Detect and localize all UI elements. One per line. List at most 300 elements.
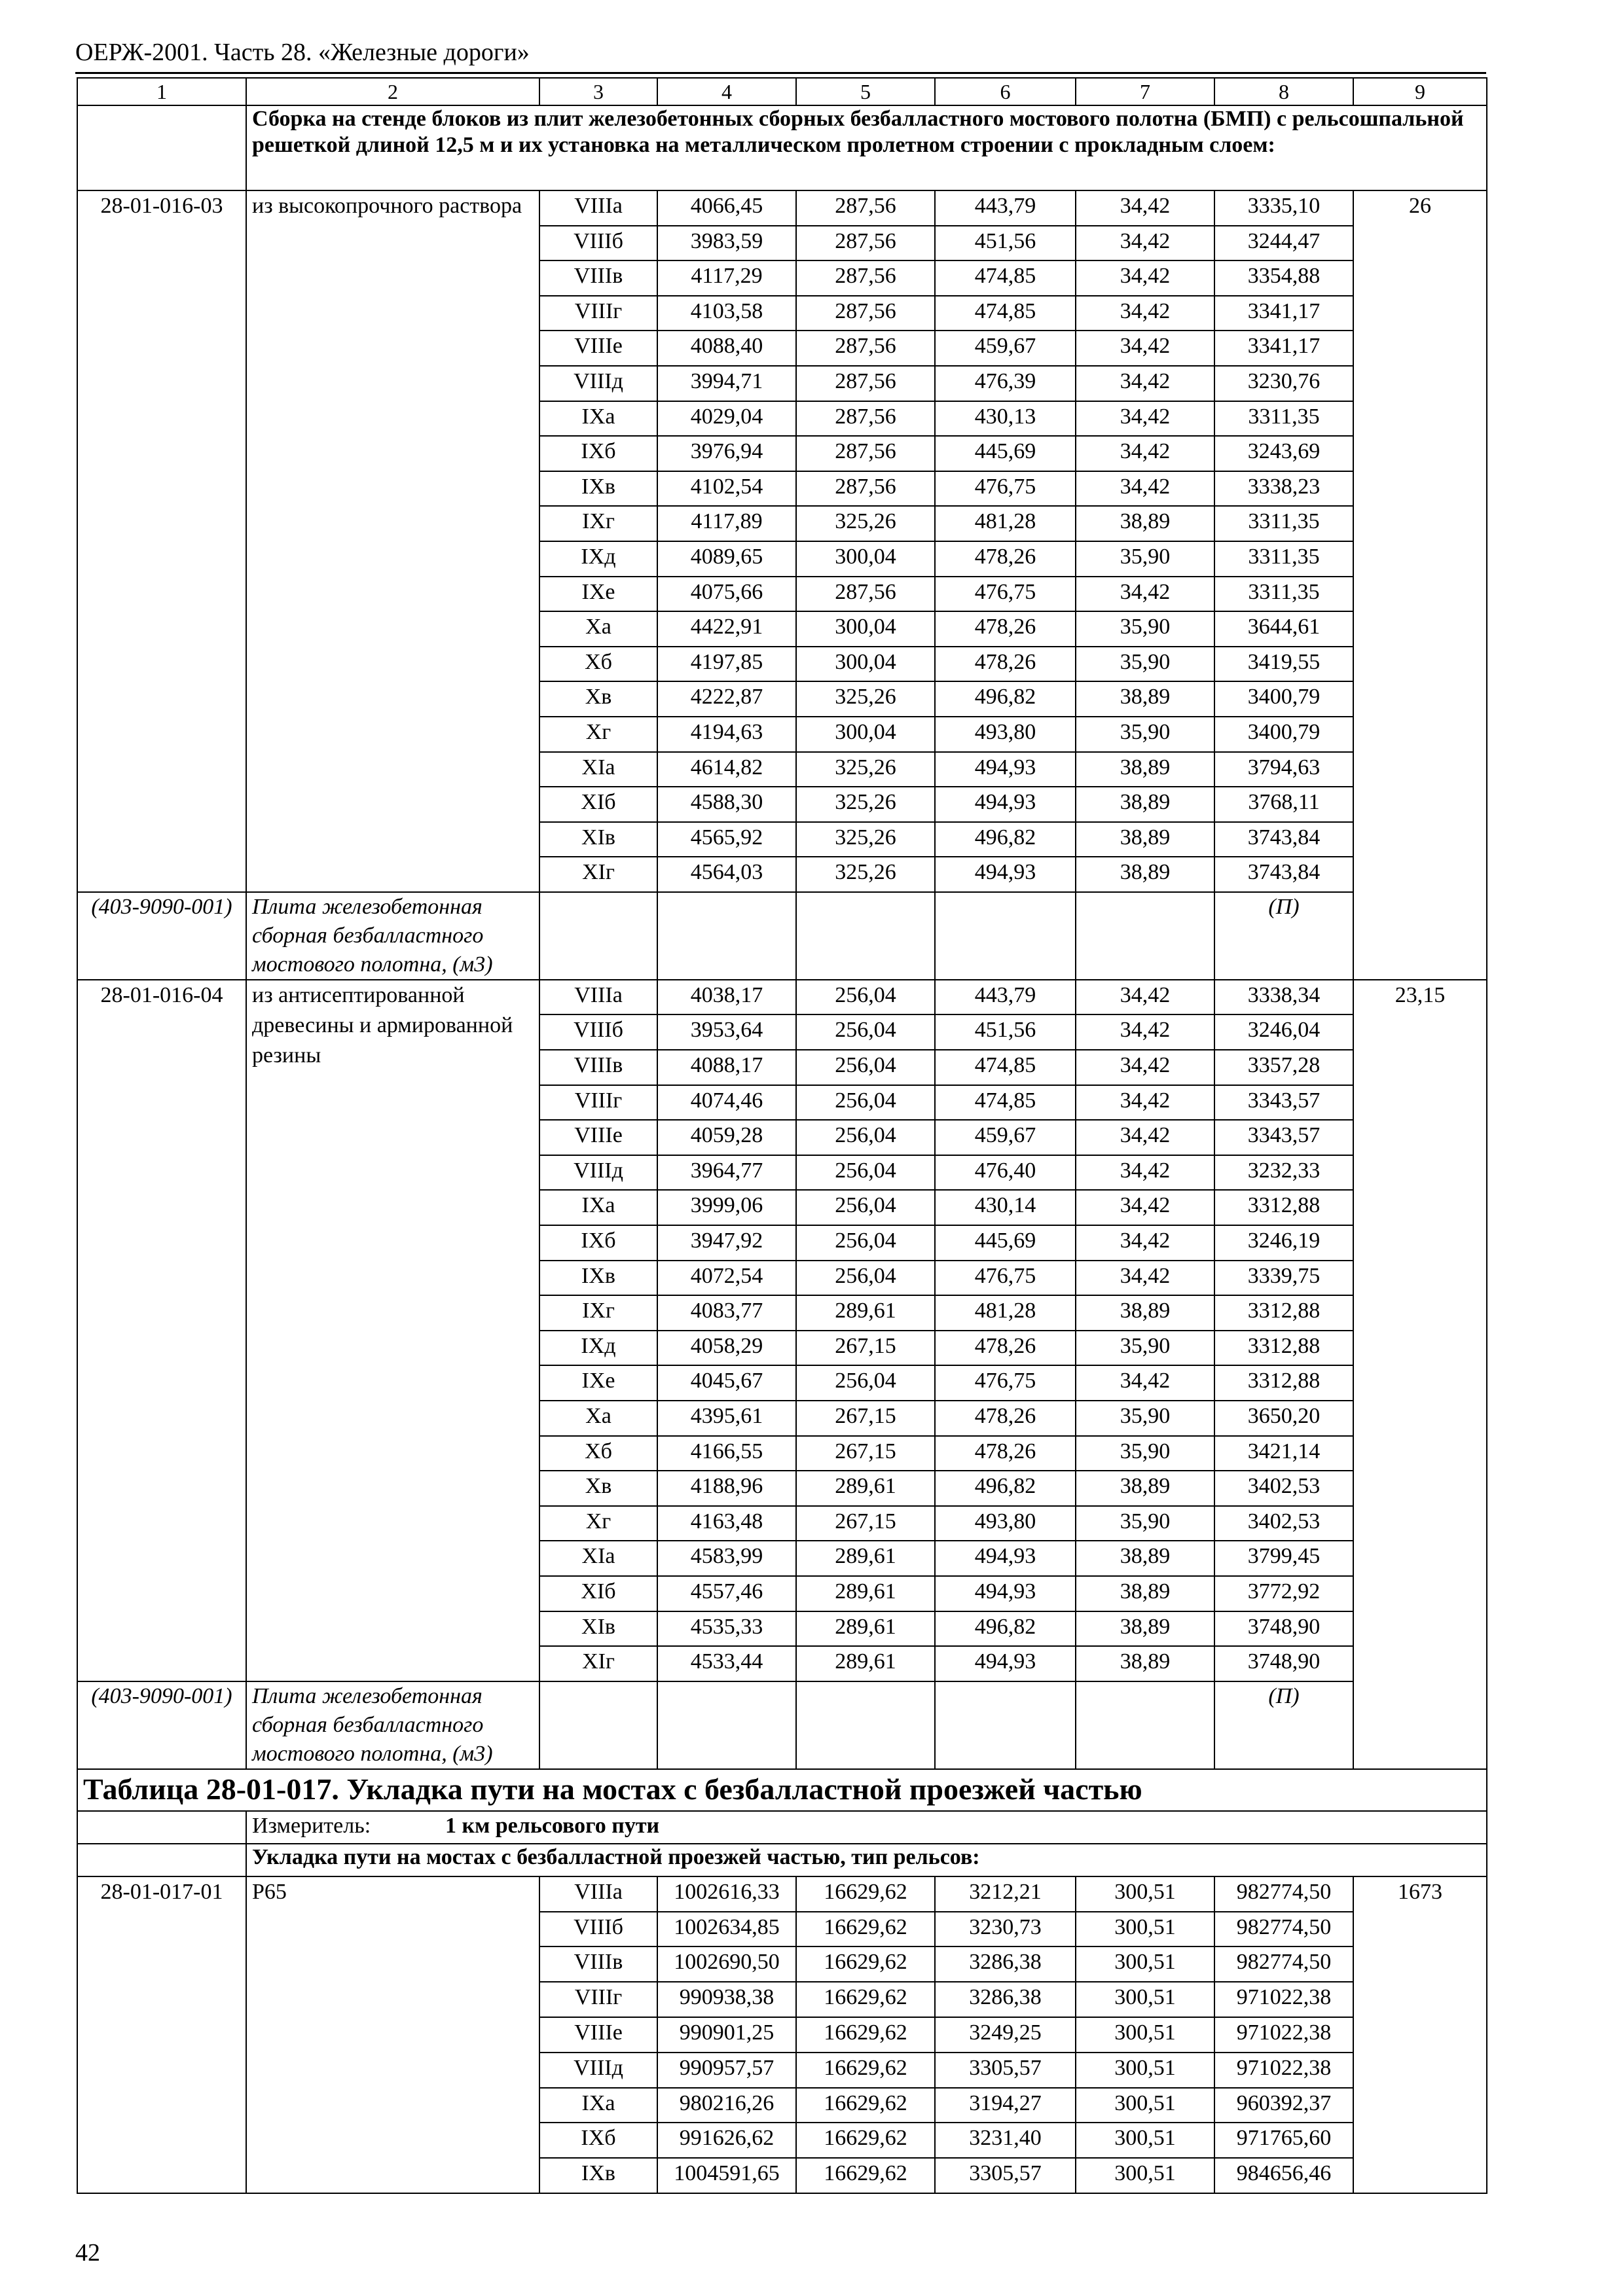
value-cell: 300,51: [1076, 2053, 1214, 2088]
value-cell: 34,42: [1076, 296, 1214, 331]
value-cell: 300,51: [1076, 2123, 1214, 2158]
region-cell: Xг: [539, 717, 657, 752]
value-cell: 300,51: [1076, 1876, 1214, 1912]
resource-row: [77, 892, 1487, 980]
value-cell: 982774,50: [1214, 1876, 1353, 1912]
region-cell: VIIIе: [539, 331, 657, 366]
region-cell: VIIIг: [539, 1085, 657, 1121]
region-cell: XIб: [539, 1576, 657, 1611]
value-cell: 3953,64: [657, 1014, 796, 1050]
value-cell: 3312,88: [1214, 1365, 1353, 1401]
value-cell: 3402,53: [1214, 1506, 1353, 1541]
value-cell: 300,51: [1076, 1982, 1214, 2017]
value-cell: 34,42: [1076, 1014, 1214, 1050]
value-cell: 34,42: [1076, 366, 1214, 401]
value-cell: 494,93: [935, 787, 1076, 822]
value-cell: 478,26: [935, 611, 1076, 647]
region-cell: VIIIд: [539, 2053, 657, 2088]
value-cell: 16629,62: [796, 2123, 935, 2158]
value-cell: 16629,62: [796, 1912, 935, 1947]
value-cell: 971765,60: [1214, 2123, 1353, 2158]
value-cell: 960392,37: [1214, 2088, 1353, 2123]
value-cell: 256,04: [796, 1085, 935, 1121]
region-cell: IXе: [539, 1365, 657, 1401]
value-cell: 35,90: [1076, 1331, 1214, 1366]
value-cell: 3231,40: [935, 2123, 1076, 2158]
region-cell: XIг: [539, 857, 657, 892]
region-cell: IXв: [539, 2158, 657, 2193]
meter-value: 1 км рельсового пути: [445, 1813, 660, 1838]
value-cell: 38,89: [1076, 1295, 1214, 1331]
value-cell: 34,42: [1076, 1085, 1214, 1121]
empty-cell: [796, 892, 935, 980]
region-cell: Xб: [539, 647, 657, 682]
region-cell: XIв: [539, 1611, 657, 1647]
value-cell: 494,93: [935, 1646, 1076, 1681]
value-cell: 34,42: [1076, 1261, 1214, 1296]
value-cell: 287,56: [796, 401, 935, 437]
group-title: Сборка на стенде блоков из плит железобетонных сборных безбалластного мостового полотна (БМП) с рельсошпальной решеткой длиной 12,5 м и их установка на металлическом пролетном строении с прокладным слоем:: [246, 105, 1487, 190]
column-number: 5: [796, 78, 935, 105]
region-cell: IXв: [539, 471, 657, 507]
value-cell: 445,69: [935, 436, 1076, 471]
value-cell: 287,56: [796, 577, 935, 612]
region-cell: XIб: [539, 787, 657, 822]
table-title: Таблица 28-01-017. Укладка пути на мостах с безбалластной проезжей частью: [77, 1769, 1487, 1811]
value-cell: 478,26: [935, 1436, 1076, 1471]
value-cell: 984656,46: [1214, 2158, 1353, 2193]
value-cell: 494,93: [935, 752, 1076, 787]
value-cell: 35,90: [1076, 611, 1214, 647]
resource-mark: (П): [1214, 892, 1353, 980]
region-cell: VIIIб: [539, 226, 657, 261]
value-cell: 3338,34: [1214, 980, 1353, 1015]
value-cell: 496,82: [935, 822, 1076, 857]
value-cell: 4533,44: [657, 1646, 796, 1681]
value-cell: 38,89: [1076, 681, 1214, 717]
labor-cost: 1673: [1353, 1876, 1487, 2193]
value-cell: 34,42: [1076, 1365, 1214, 1401]
rates-table: [77, 77, 1487, 2194]
value-cell: 4535,33: [657, 1611, 796, 1647]
value-cell: 3312,88: [1214, 1331, 1353, 1366]
value-cell: 451,56: [935, 1014, 1076, 1050]
value-cell: 4059,28: [657, 1120, 796, 1155]
value-cell: 430,13: [935, 401, 1076, 437]
value-cell: 16629,62: [796, 1946, 935, 1982]
value-cell: 3994,71: [657, 366, 796, 401]
value-cell: 4089,65: [657, 541, 796, 577]
value-cell: 3799,45: [1214, 1541, 1353, 1576]
value-cell: 325,26: [796, 822, 935, 857]
empty-cell: [935, 1681, 1076, 1769]
region-cell: XIв: [539, 822, 657, 857]
value-cell: 443,79: [935, 980, 1076, 1015]
value-cell: 3232,33: [1214, 1155, 1353, 1191]
value-cell: 3312,88: [1214, 1295, 1353, 1331]
value-cell: 34,42: [1076, 260, 1214, 296]
value-cell: 289,61: [796, 1611, 935, 1647]
value-cell: 3343,57: [1214, 1120, 1353, 1155]
value-cell: 4166,55: [657, 1436, 796, 1471]
value-cell: 459,67: [935, 1120, 1076, 1155]
region-cell: XIа: [539, 1541, 657, 1576]
column-number-row: [77, 78, 1487, 105]
value-cell: 478,26: [935, 1401, 1076, 1436]
value-cell: 982774,50: [1214, 1912, 1353, 1947]
value-cell: 3312,88: [1214, 1190, 1353, 1225]
labor-cost: 23,15: [1353, 980, 1487, 1769]
meter-row: [77, 1811, 1487, 1844]
value-cell: 300,51: [1076, 1912, 1214, 1947]
value-cell: 3772,92: [1214, 1576, 1353, 1611]
value-cell: 3419,55: [1214, 647, 1353, 682]
value-cell: 3339,75: [1214, 1261, 1353, 1296]
value-cell: 493,80: [935, 1506, 1076, 1541]
value-cell: 443,79: [935, 190, 1076, 226]
value-cell: 3650,20: [1214, 1401, 1353, 1436]
region-cell: Xа: [539, 1401, 657, 1436]
value-cell: 990938,38: [657, 1982, 796, 2017]
resource-mark: (П): [1214, 1681, 1353, 1769]
value-cell: 1002690,50: [657, 1946, 796, 1982]
region-cell: IXб: [539, 2123, 657, 2158]
value-cell: 38,89: [1076, 1471, 1214, 1506]
column-number: 8: [1214, 78, 1353, 105]
value-cell: 325,26: [796, 787, 935, 822]
region-cell: Xв: [539, 1471, 657, 1506]
value-cell: 4583,99: [657, 1541, 796, 1576]
value-cell: 3400,79: [1214, 717, 1353, 752]
value-cell: 4103,58: [657, 296, 796, 331]
value-cell: 256,04: [796, 1120, 935, 1155]
value-cell: 35,90: [1076, 1436, 1214, 1471]
value-cell: 256,04: [796, 1050, 935, 1085]
region-cell: VIIIв: [539, 260, 657, 296]
value-cell: 430,14: [935, 1190, 1076, 1225]
meter-label: Измеритель:: [252, 1813, 371, 1838]
value-cell: 4066,45: [657, 190, 796, 226]
empty-cell: [657, 892, 796, 980]
value-cell: 300,04: [796, 717, 935, 752]
value-cell: 4117,89: [657, 506, 796, 541]
value-cell: 34,42: [1076, 1190, 1214, 1225]
value-cell: 38,89: [1076, 1576, 1214, 1611]
empty-cell: [77, 1811, 246, 1844]
value-cell: 289,61: [796, 1541, 935, 1576]
value-cell: 4058,29: [657, 1331, 796, 1366]
empty-cell: [1076, 1681, 1214, 1769]
value-cell: 300,51: [1076, 1946, 1214, 1982]
value-cell: 16629,62: [796, 1982, 935, 2017]
group-title-row: [77, 105, 1487, 190]
value-cell: 494,93: [935, 1576, 1076, 1611]
value-cell: 38,89: [1076, 857, 1214, 892]
region-cell: IXа: [539, 1190, 657, 1225]
value-cell: 445,69: [935, 1225, 1076, 1261]
value-cell: 3244,47: [1214, 226, 1353, 261]
empty-cell: [657, 1681, 796, 1769]
resource-description: Плита железобетонная сборная безбалластного мостового полотна, (м3): [246, 1681, 539, 1769]
value-cell: 3341,17: [1214, 331, 1353, 366]
value-cell: 256,04: [796, 1190, 935, 1225]
value-cell: 289,61: [796, 1576, 935, 1611]
value-cell: 3246,19: [1214, 1225, 1353, 1261]
region-cell: IXа: [539, 401, 657, 437]
resource-description: Плита железобетонная сборная безбалластного мостового полотна, (м3): [246, 892, 539, 980]
region-cell: VIIIе: [539, 2017, 657, 2053]
value-cell: 3341,17: [1214, 296, 1353, 331]
resource-code: (403-9090-001): [77, 892, 246, 980]
value-cell: 4614,82: [657, 752, 796, 787]
value-cell: 474,85: [935, 296, 1076, 331]
value-cell: 3311,35: [1214, 401, 1353, 437]
value-cell: 35,90: [1076, 647, 1214, 682]
empty-cell: [539, 1681, 657, 1769]
region-cell: VIIIб: [539, 1014, 657, 1050]
value-cell: 300,51: [1076, 2088, 1214, 2123]
value-cell: 3311,35: [1214, 541, 1353, 577]
value-cell: 287,56: [796, 260, 935, 296]
value-cell: 496,82: [935, 681, 1076, 717]
region-cell: XIа: [539, 752, 657, 787]
empty-cell: [77, 1844, 246, 1876]
value-cell: 4075,66: [657, 577, 796, 612]
region-cell: IXб: [539, 1225, 657, 1261]
value-cell: 287,56: [796, 190, 935, 226]
value-cell: 476,75: [935, 1365, 1076, 1401]
value-cell: 971022,38: [1214, 2053, 1353, 2088]
value-cell: 4102,54: [657, 471, 796, 507]
value-cell: 35,90: [1076, 541, 1214, 577]
table2-group-title: Укладка пути на мостах с безбалластной проезжей частью, тип рельсов:: [246, 1844, 1487, 1876]
region-cell: VIIIг: [539, 1982, 657, 2017]
value-cell: 3354,88: [1214, 260, 1353, 296]
value-cell: 256,04: [796, 1155, 935, 1191]
value-cell: 451,56: [935, 226, 1076, 261]
value-cell: 478,26: [935, 647, 1076, 682]
value-cell: 1004591,65: [657, 2158, 796, 2193]
value-cell: 287,56: [796, 226, 935, 261]
value-cell: 3305,57: [935, 2053, 1076, 2088]
value-cell: 4045,67: [657, 1365, 796, 1401]
value-cell: 4088,40: [657, 331, 796, 366]
region-cell: Xб: [539, 1436, 657, 1471]
empty-cell: [539, 892, 657, 980]
value-cell: 3230,73: [935, 1912, 1076, 1947]
value-cell: 3976,94: [657, 436, 796, 471]
rates-table-body: [77, 78, 1487, 2193]
column-number: 7: [1076, 78, 1214, 105]
value-cell: 4565,92: [657, 822, 796, 857]
value-cell: 16629,62: [796, 2017, 935, 2053]
value-cell: 34,42: [1076, 1050, 1214, 1085]
value-cell: 3335,10: [1214, 190, 1353, 226]
value-cell: 256,04: [796, 1365, 935, 1401]
value-cell: 287,56: [796, 436, 935, 471]
value-cell: 3983,59: [657, 226, 796, 261]
column-number: 6: [935, 78, 1076, 105]
region-cell: IXд: [539, 541, 657, 577]
value-cell: 34,42: [1076, 577, 1214, 612]
value-cell: 325,26: [796, 752, 935, 787]
region-cell: Xа: [539, 611, 657, 647]
region-cell: XIг: [539, 1646, 657, 1681]
empty-cell: [796, 1681, 935, 1769]
value-cell: 3243,69: [1214, 436, 1353, 471]
value-cell: 267,15: [796, 1331, 935, 1366]
value-cell: 493,80: [935, 717, 1076, 752]
value-cell: 287,56: [796, 471, 935, 507]
value-cell: 34,42: [1076, 1155, 1214, 1191]
value-cell: 34,42: [1076, 1225, 1214, 1261]
value-cell: 300,04: [796, 611, 935, 647]
value-cell: 267,15: [796, 1506, 935, 1541]
value-cell: 300,04: [796, 541, 935, 577]
region-cell: IXг: [539, 506, 657, 541]
value-cell: 34,42: [1076, 1120, 1214, 1155]
region-cell: VIIIе: [539, 1120, 657, 1155]
value-cell: 3343,57: [1214, 1085, 1353, 1121]
rate-description: из высокопрочного раствора: [246, 190, 539, 892]
value-cell: 4197,85: [657, 647, 796, 682]
value-cell: 300,51: [1076, 2158, 1214, 2193]
value-cell: 34,42: [1076, 401, 1214, 437]
value-cell: 34,42: [1076, 436, 1214, 471]
column-number: 3: [539, 78, 657, 105]
value-cell: 991626,62: [657, 2123, 796, 2158]
value-cell: 38,89: [1076, 822, 1214, 857]
region-cell: IXд: [539, 1331, 657, 1366]
value-cell: 474,85: [935, 1085, 1076, 1121]
value-cell: 3338,23: [1214, 471, 1353, 507]
value-cell: 4088,17: [657, 1050, 796, 1085]
page-header: ОЕРЖ-2001. Часть 28. «Железные дороги»: [75, 39, 530, 66]
value-cell: 289,61: [796, 1295, 935, 1331]
value-cell: 4422,91: [657, 611, 796, 647]
value-cell: 3743,84: [1214, 822, 1353, 857]
value-cell: 4163,48: [657, 1506, 796, 1541]
rate-row: [77, 980, 1487, 1015]
region-cell: VIIIа: [539, 1876, 657, 1912]
value-cell: 3964,77: [657, 1155, 796, 1191]
value-cell: 3212,21: [935, 1876, 1076, 1912]
value-cell: 494,93: [935, 857, 1076, 892]
value-cell: 34,42: [1076, 226, 1214, 261]
value-cell: 3402,53: [1214, 1471, 1353, 1506]
value-cell: 300,51: [1076, 2017, 1214, 2053]
value-cell: 287,56: [796, 366, 935, 401]
page-number: 42: [75, 2239, 100, 2267]
value-cell: 16629,62: [796, 1876, 935, 1912]
value-cell: 4564,03: [657, 857, 796, 892]
value-cell: 476,75: [935, 471, 1076, 507]
value-cell: 325,26: [796, 857, 935, 892]
value-cell: 35,90: [1076, 717, 1214, 752]
value-cell: 3311,35: [1214, 577, 1353, 612]
value-cell: 476,39: [935, 366, 1076, 401]
region-cell: VIIIб: [539, 1912, 657, 1947]
region-cell: VIIIд: [539, 1155, 657, 1191]
value-cell: 3644,61: [1214, 611, 1353, 647]
region-cell: VIIIв: [539, 1946, 657, 1982]
value-cell: 325,26: [796, 506, 935, 541]
rate-description: из антисептированной древесины и армированной резины: [246, 980, 539, 1681]
value-cell: 4074,46: [657, 1085, 796, 1121]
value-cell: 476,75: [935, 1261, 1076, 1296]
value-cell: 474,85: [935, 260, 1076, 296]
region-cell: Xв: [539, 681, 657, 717]
value-cell: 38,89: [1076, 1646, 1214, 1681]
value-cell: 478,26: [935, 1331, 1076, 1366]
value-cell: 3743,84: [1214, 857, 1353, 892]
value-cell: 4072,54: [657, 1261, 796, 1296]
meter: [246, 1811, 1487, 1844]
value-cell: 3768,11: [1214, 787, 1353, 822]
value-cell: 3286,38: [935, 1982, 1076, 2017]
value-cell: 4588,30: [657, 787, 796, 822]
rate-code: 28-01-016-03: [77, 190, 246, 892]
region-cell: VIIIа: [539, 980, 657, 1015]
value-cell: 3311,35: [1214, 506, 1353, 541]
value-cell: 3286,38: [935, 1946, 1076, 1982]
value-cell: 4083,77: [657, 1295, 796, 1331]
value-cell: 459,67: [935, 331, 1076, 366]
value-cell: 1002634,85: [657, 1912, 796, 1947]
value-cell: 287,56: [796, 296, 935, 331]
value-cell: 16629,62: [796, 2053, 935, 2088]
labor-cost: 26: [1353, 190, 1487, 980]
value-cell: 1002616,33: [657, 1876, 796, 1912]
value-cell: 256,04: [796, 980, 935, 1015]
region-cell: IXе: [539, 577, 657, 612]
empty-cell: [935, 892, 1076, 980]
region-cell: VIIIд: [539, 366, 657, 401]
value-cell: 3249,25: [935, 2017, 1076, 2053]
value-cell: 990901,25: [657, 2017, 796, 2053]
value-cell: 476,40: [935, 1155, 1076, 1191]
value-cell: 494,93: [935, 1541, 1076, 1576]
value-cell: 971022,38: [1214, 2017, 1353, 2053]
value-cell: 267,15: [796, 1436, 935, 1471]
value-cell: 3246,04: [1214, 1014, 1353, 1050]
region-cell: IXа: [539, 2088, 657, 2123]
value-cell: 38,89: [1076, 752, 1214, 787]
rate-row: [77, 190, 1487, 226]
value-cell: 3305,57: [935, 2158, 1076, 2193]
value-cell: 3194,27: [935, 2088, 1076, 2123]
value-cell: 3748,90: [1214, 1646, 1353, 1681]
rate-code: 28-01-017-01: [77, 1876, 246, 2193]
value-cell: 16629,62: [796, 2158, 935, 2193]
value-cell: 256,04: [796, 1261, 935, 1296]
value-cell: 4222,87: [657, 681, 796, 717]
value-cell: 476,75: [935, 577, 1076, 612]
value-cell: 35,90: [1076, 1506, 1214, 1541]
region-cell: IXг: [539, 1295, 657, 1331]
value-cell: 481,28: [935, 506, 1076, 541]
value-cell: 289,61: [796, 1646, 935, 1681]
value-cell: 3230,76: [1214, 366, 1353, 401]
value-cell: 481,28: [935, 1295, 1076, 1331]
value-cell: 4557,46: [657, 1576, 796, 1611]
value-cell: 4029,04: [657, 401, 796, 437]
value-cell: 980216,26: [657, 2088, 796, 2123]
region-cell: Xг: [539, 1506, 657, 1541]
value-cell: 4117,29: [657, 260, 796, 296]
value-cell: 34,42: [1076, 471, 1214, 507]
value-cell: 34,42: [1076, 980, 1214, 1015]
